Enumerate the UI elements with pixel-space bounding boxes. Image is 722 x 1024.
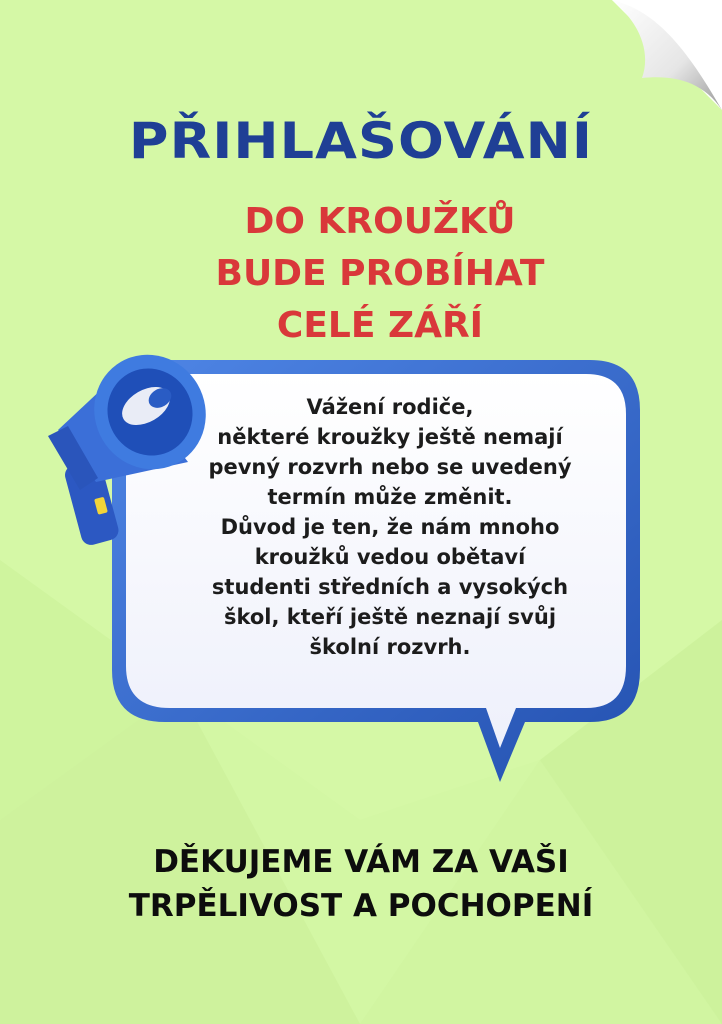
footer-line: TRPĚLIVOST A POCHOPENÍ [128, 888, 594, 924]
message-line: Důvod je ten, že nám mnoho [220, 515, 560, 539]
message-line: studenti středních a vysokých [211, 575, 569, 599]
subtitle-line: BUDE PROBÍHAT [215, 253, 545, 294]
page-title: PŘIHLAŠOVÁNÍ [128, 112, 594, 170]
footer-text [0, 840, 722, 928]
message-line: kroužků vedou obětaví [254, 545, 526, 569]
message-line: Vážení rodiče, [306, 395, 474, 419]
message-line: termín může změnit. [267, 485, 513, 509]
message-text [170, 392, 610, 662]
message-line: některé kroužky ještě nemají [217, 425, 563, 449]
message-line: školní rozvrh. [309, 635, 471, 659]
subtitle-line: CELÉ ZÁŘÍ [276, 305, 484, 346]
message-line: pevný rozvrh nebo se uvedený [208, 455, 572, 479]
footer-line: DĚKUJEME VÁM ZA VAŠI [153, 844, 569, 880]
subtitle-line: DO KROUŽKŮ [244, 201, 516, 242]
message-line: škol, kteří ještě neznají svůj [223, 605, 557, 629]
